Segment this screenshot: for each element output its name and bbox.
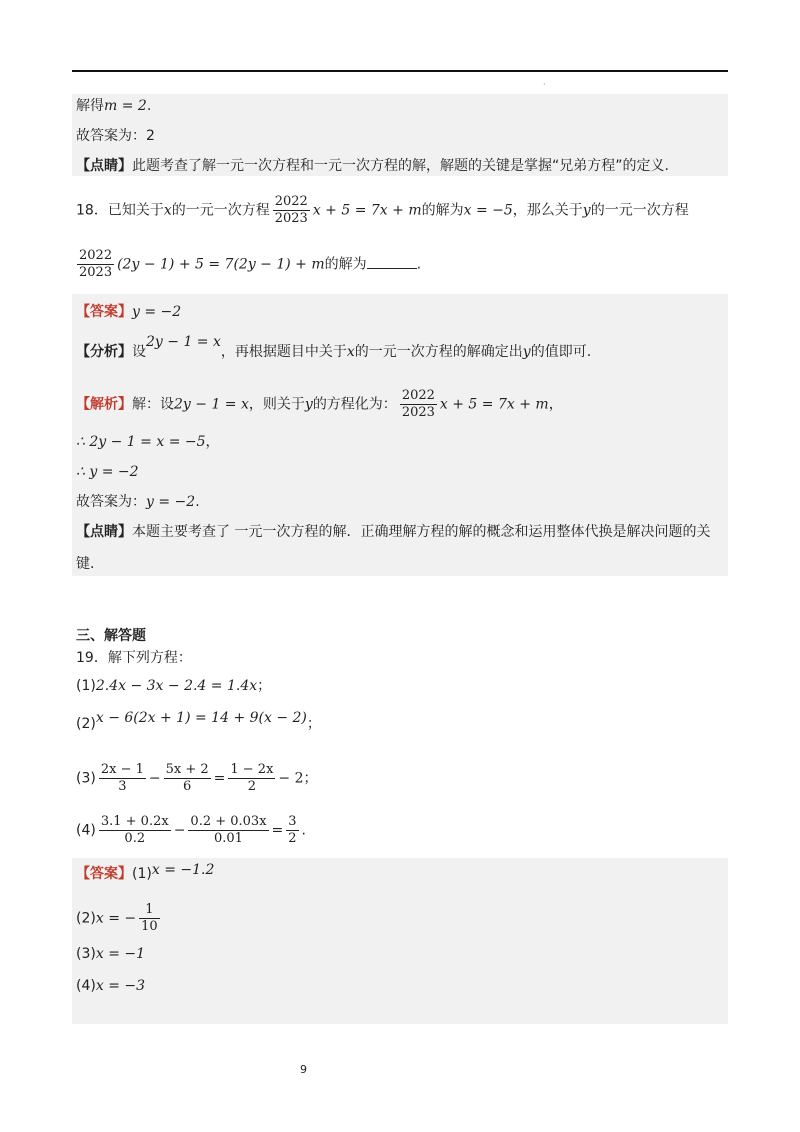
q19-part-2: (2)x − 6(2x + 1) = 14 + 9(x − 2)；	[76, 710, 321, 732]
header-rule	[72, 70, 728, 72]
header-mark: ·	[543, 80, 546, 89]
q19-part-1: (1)2.4x − 3x − 2.4 = 1.4x；	[76, 678, 272, 694]
section-title: 三、解答题	[76, 628, 146, 644]
prev-line-1: 解得m = 2.	[76, 98, 152, 114]
q18-step-2: ∴ y = −2	[76, 464, 139, 480]
fraction: $\frac{2022}{2023}$	[274, 194, 308, 226]
q18-step-3: 故答案为：y = −2.	[76, 494, 200, 510]
fraction: $\frac{2022}{2023}$	[401, 388, 435, 420]
prev-line-2: 故答案为：2	[76, 128, 155, 144]
q18-solution: 【解析】解：设2y − 1 = x，则关于y的方程化为： $\frac{2022}{2023}$ x + 5 = 7x + m，	[76, 388, 563, 420]
q19-answer-1: 【答案】(1)x = −1.2	[76, 862, 215, 882]
q18-step-1: ∴ 2y − 1 = x = −5，	[76, 434, 220, 450]
q18-answer: 【答案】y = −2	[76, 304, 182, 320]
answer-blank	[367, 254, 417, 269]
q19-part-3: (3) $\frac{2x - 1}{3}$ − $\frac{5x + 2}{6}$ = $\frac{1 - 2x}{2}$ − 2；	[76, 762, 318, 794]
q18-line-2: $\frac{2022}{2023}$ (2y − 1) + 5 = 7(2y − 1) + m的解为 .	[79, 248, 422, 280]
q18-line-1: 18．已知关于x的一元一次方程 $\frac{2022}{2023}$ x + 5 = 7x + m的解为x = −5，那么关于y的一元一次方程	[76, 194, 689, 226]
q19-answer-4: (4)x = −3	[76, 978, 146, 994]
q19-part-4: (4) $\frac{3.1 + 0.2x}{0.2}$ − $\frac{0.2 + 0.03x}{0.01}$ = $\frac{3}{2}$ .	[76, 814, 306, 846]
q19-answer-2: (2)x = − $\frac{1}{10}$	[76, 902, 158, 934]
fraction: $\frac{2022}{2023}$	[79, 248, 113, 280]
q19-title: 19．解下列方程：	[76, 650, 192, 666]
q19-answer-3: (3)x = −1	[76, 946, 146, 962]
q18-comment: 【点睛】本题主要考查了 一元一次方程的解．正确理解方程的解的概念和运用整体代换是解决问题的关	[76, 524, 711, 540]
q18-comment-2: 键.	[76, 556, 95, 572]
page-number: 9	[300, 1063, 307, 1076]
prev-line-3: 【点睛】此题考查了解一元一次方程和一元一次方程的解，解题的关键是掌握“兄弟方程”的定义.	[76, 158, 669, 174]
q18-analysis: 【分析】设2y − 1 = x，再根据题目中关于x的一元一次方程的解确定出y的值即可.	[76, 334, 592, 360]
